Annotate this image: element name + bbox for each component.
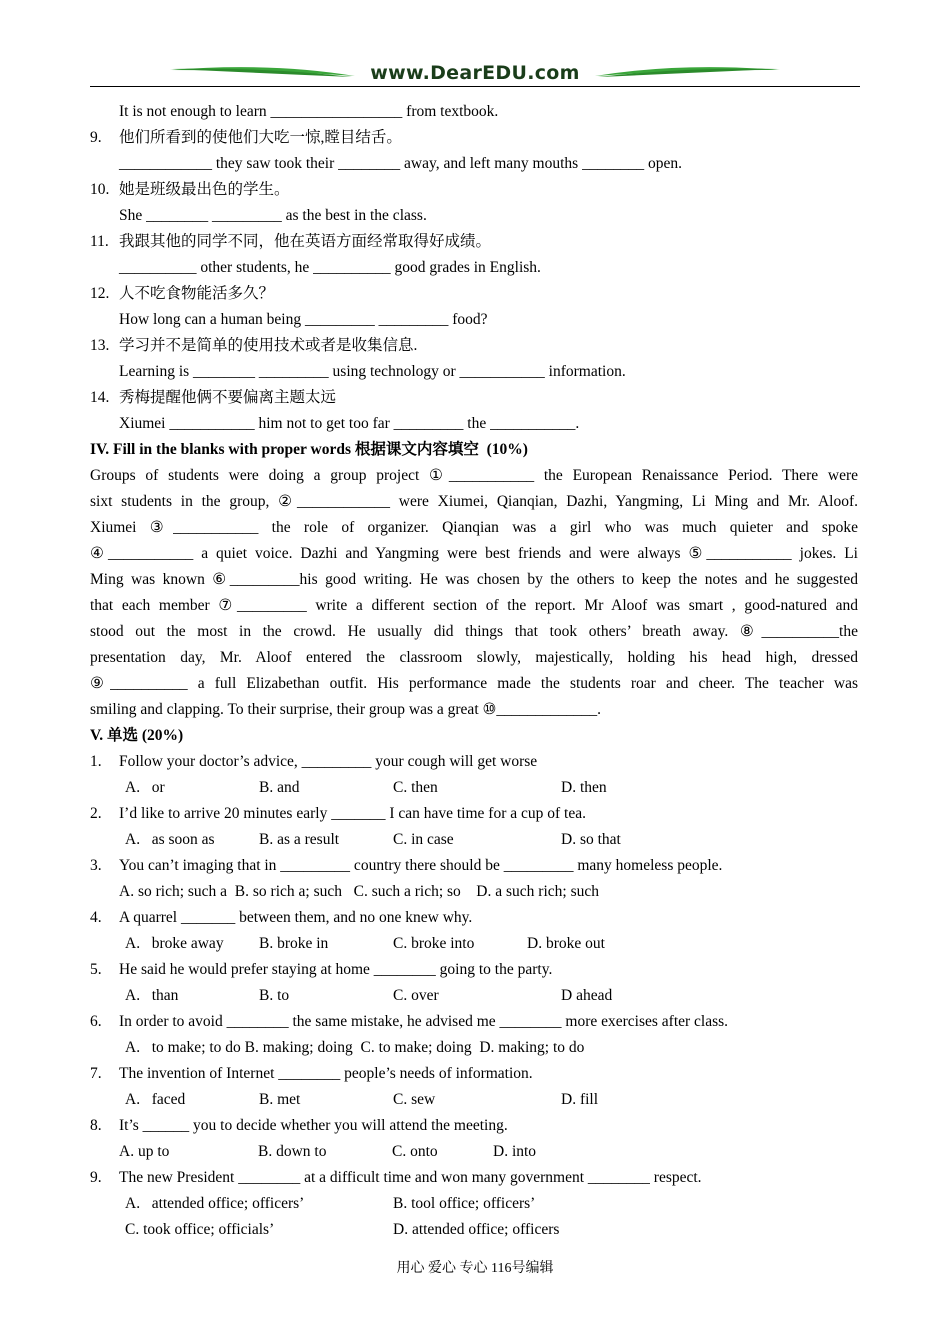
paragraph-line: Groups of students were doing a group project ①___________ the European Renaissance Period. There were <box>90 467 858 484</box>
option-c: C. sew <box>393 1091 436 1108</box>
section-heading: IV. Fill in the blanks with proper words 根据课文内容填空 (10%) <box>90 441 528 458</box>
paragraph-line: ⑨__________ a full Elizabethan outfit. His performance made the students roar and cheer. The teacher was <box>90 675 858 692</box>
worksheet-content <box>90 99 858 1243</box>
paragraph-line: smiling and clapping. To their surprise, their group was a great ⑩_____________. <box>90 701 602 718</box>
page-footer: 用心 爱心 专心 116号编辑 <box>396 1261 554 1276</box>
option-d: D. into <box>493 1143 537 1160</box>
line-answer: __________ other students, he __________ good grades in English. <box>119 259 541 276</box>
option-c: C. took office; officials’ <box>125 1221 275 1238</box>
option-a: A. broke away <box>125 935 224 952</box>
option-b: B. down to <box>258 1143 327 1160</box>
option-b: B. and <box>259 779 300 796</box>
line-answer: Learning is ________ _________ using technology or ___________ information. <box>119 363 626 380</box>
option-d: D. fill <box>561 1091 599 1108</box>
line-question: 13. 学习并不是简单的使用技术或者是收集信息. <box>90 337 418 354</box>
line-question: 9. 他们所看到的使他们大吃一惊,瞠目结舌。 <box>90 129 402 146</box>
line-question: 11. 我跟其他的同学不同，他在英语方面经常取得好成绩。 <box>90 233 492 250</box>
option-d: D. broke out <box>527 935 605 952</box>
option-a: A. than <box>125 987 179 1004</box>
option-a: A. up to <box>119 1143 170 1160</box>
option-c: C. then <box>393 779 438 796</box>
option-d: D. so that <box>561 831 621 848</box>
mc-question: 4. A quarrel _______ between them, and no one knew why. <box>90 909 473 926</box>
mc-question: 2. I’d like to arrive 20 minutes early _______ I can have time for a cup of tea. <box>90 805 586 822</box>
paragraph-line: stood out the most in the crowd. He usually did things that took others’ breath away. ⑧__________the <box>90 623 858 640</box>
option-d: D ahead <box>561 987 613 1004</box>
line-answer: ____________ they saw took their ________ away, and left many mouths ________ open. <box>119 155 682 172</box>
option-a: A. faced <box>125 1091 186 1108</box>
paragraph-line: Xiumei ③___________ the role of organizer. Qianqian was a girl who was much quieter and spoke <box>90 519 858 536</box>
section-heading: V. 单选 (20%) <box>90 727 184 744</box>
option-b: B. broke in <box>259 935 329 952</box>
paragraph-line: ④___________ a quiet voice. Dazhi and Yangming were best friends and were always ⑤___________ jokes. Li <box>90 545 858 562</box>
option-d: D. then <box>561 779 607 796</box>
mc-question: 3. You can’t imaging that in _________ country there should be _________ many homeless people. <box>90 857 723 874</box>
header-rule <box>90 86 860 87</box>
mc-options <box>90 775 858 801</box>
line-question: 14. 秀梅提醒他俩不要偏离主题太远 <box>90 389 337 406</box>
site-logo-text: www.DearEDU.com <box>370 62 580 84</box>
option-c: C. over <box>393 987 439 1004</box>
mc-options <box>90 827 858 853</box>
mc-question: 1. Follow your doctor’s advice, _________ your cough will get worse <box>90 753 538 770</box>
option-d: D. attended office; officers <box>393 1221 560 1238</box>
option-b: B. tool office; officers’ <box>393 1195 536 1212</box>
option-a: A. or <box>125 779 165 796</box>
mc-options <box>90 1191 858 1217</box>
paragraph-line: Ming was known ⑥_________his good writing. He was chosen by the others to keep the notes and he suggested <box>90 571 858 588</box>
option-a: A. as soon as <box>125 831 215 848</box>
mc-options: A. so rich; such a B. so rich a; such C. such a rich; so D. a such rich; such <box>119 883 599 900</box>
option-b: B. to <box>259 987 290 1004</box>
line-answer: How long can a human being _________ _________ food? <box>119 311 488 328</box>
mc-question: 7. The invention of Internet ________ people’s needs of information. <box>90 1065 533 1082</box>
mc-options <box>90 983 858 1009</box>
mc-question: 5. He said he would prefer staying at home ________ going to the party. <box>90 961 553 978</box>
option-a: A. attended office; officers’ <box>125 1195 305 1212</box>
line-answer: It is not enough to learn _________________ from textbook. <box>119 103 499 120</box>
line-answer: Xiumei ___________ him not to get too far _________ the ___________. <box>119 415 580 432</box>
mc-question: 8. It’s ______ you to decide whether you will attend the meeting. <box>90 1117 508 1134</box>
option-c: C. onto <box>392 1143 438 1160</box>
mc-options: A. to make; to do B. making; doing C. to make; doing D. making; to do <box>125 1039 585 1056</box>
line-question: 12. 人不吃食物能活多久？ <box>90 285 275 302</box>
option-c: C. in case <box>393 831 454 848</box>
option-b: B. met <box>259 1091 301 1108</box>
line-answer: She ________ _________ as the best in the class. <box>119 207 427 224</box>
mc-options <box>90 931 858 957</box>
line-question: 10. 她是班级最出色的学生。 <box>90 181 290 198</box>
mc-options <box>90 1139 858 1165</box>
mc-options <box>90 1217 858 1243</box>
paragraph-line: presentation day, Mr. Aloof entered the classroom slowly, majestically, holding his head high, dressed <box>90 649 858 666</box>
mc-options <box>90 1087 858 1113</box>
paragraph-line: that each member ⑦_________ write a different section of the report. Mr Aloof was smart , good-natured and <box>90 597 858 614</box>
paragraph-line: sixt students in the group, ②____________ were Xiumei, Qianqian, Dazhi, Yangming, Li Ming and Mr. Aloof. <box>90 493 858 510</box>
option-b: B. as a result <box>259 831 340 848</box>
mc-question: 9. The new President ________ at a difficult time and won many government ________ respect. <box>90 1169 702 1186</box>
mc-question: 6. In order to avoid ________ the same mistake, he advised me ________ more exercises after class. <box>90 1013 729 1030</box>
option-c: C. broke into <box>393 935 475 952</box>
